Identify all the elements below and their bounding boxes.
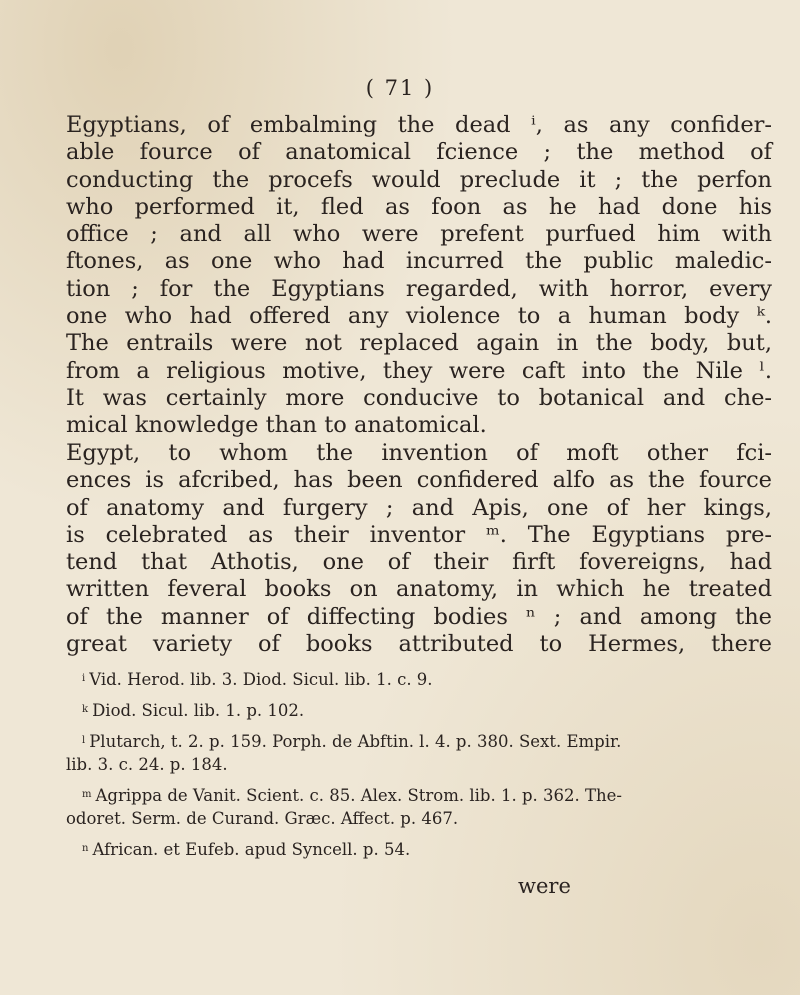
text-line: tion ; for the Egyptians regarded, with horror, every: [66, 275, 772, 302]
footnote-marker: l: [82, 735, 86, 746]
text-line: It was certainly more conducive to botanical and che-: [66, 384, 772, 411]
text-line: The entrails were not replaced again in the body, but,: [66, 330, 772, 357]
text-line: Egyptians, of embalming the dead ⁱ, as any confider-: [66, 112, 772, 138]
text-line: one who had offered any violence to a human body ᵏ.: [66, 303, 772, 330]
text-line: mical knowledge than to anatomical.: [66, 412, 487, 439]
paragraph-1: [66, 112, 772, 440]
text-line: of anatomy and furgery ; and Apis, one of her kings,: [66, 494, 772, 521]
footnote-text: African. et Eufeb. apud Syncell. p. 54.: [92, 840, 411, 859]
footnote-marker: n: [82, 843, 89, 854]
text-line: from a religious motive, they were caft into the Nile ˡ.: [66, 357, 772, 384]
footnote-marker: k: [82, 704, 89, 715]
text-line: great variety of books attributed to Hermes, there: [66, 631, 772, 658]
text-line: office ; and all who were prefent purfued him with: [66, 221, 772, 248]
catchword: were: [518, 874, 571, 898]
text-line: tend that Athotis, one of their firft fovereigns, had: [66, 549, 772, 576]
footnote-text: lib. 3. c. 24. p. 184.: [66, 755, 228, 774]
paragraph-2: [66, 440, 772, 658]
text-line: who performed it, fled as foon as he had done his: [66, 193, 772, 220]
footnote-text: Agrippa de Vanit. Scient. c. 85. Alex. Strom. lib. 1. p. 362. The-: [95, 786, 622, 805]
footnote-text: odoret. Serm. de Curand. Græc. Affect. p. 467.: [66, 809, 459, 828]
footnote-i: [66, 668, 772, 691]
footnote-l: [66, 730, 772, 776]
footnote-text: Diod. Sicul. lib. 1. p. 102.: [92, 701, 305, 720]
page-number: ( 71 ): [365, 76, 435, 100]
text-line: of the manner of diffecting bodies ⁿ ; and among the: [66, 603, 772, 630]
footnote-text: Vid. Herod. lib. 3. Diod. Sicul. lib. 1. c. 9.: [89, 670, 433, 689]
footnote-marker: i: [82, 673, 86, 684]
text-line: ences is afcribed, has been confidered alfo as the fource: [66, 467, 772, 494]
text-line: conducting the procefs would preclude it ; the perfon: [66, 166, 772, 193]
footnote-text: Plutarch, t. 2. p. 159. Porph. de Abftin. l. 4. p. 380. Sext. Empir.: [89, 732, 622, 751]
footnote-marker: m: [82, 789, 92, 800]
footnote-n: [66, 838, 772, 861]
text-line: written feveral books on anatomy, in which he treated: [66, 576, 772, 603]
footnote-k: [66, 699, 772, 722]
footnotes: [66, 668, 772, 869]
text-line: ftones, as one who had incurred the public maledic-: [66, 248, 772, 275]
text-line: able fource of anatomical fcience ; the method of: [66, 139, 772, 166]
text-line: is celebrated as their inventor ᵐ. The Egyptians pre-: [66, 521, 772, 548]
footnote-m: [66, 784, 772, 830]
text-line: Egypt, to whom the invention of moft other fci-: [66, 440, 772, 466]
